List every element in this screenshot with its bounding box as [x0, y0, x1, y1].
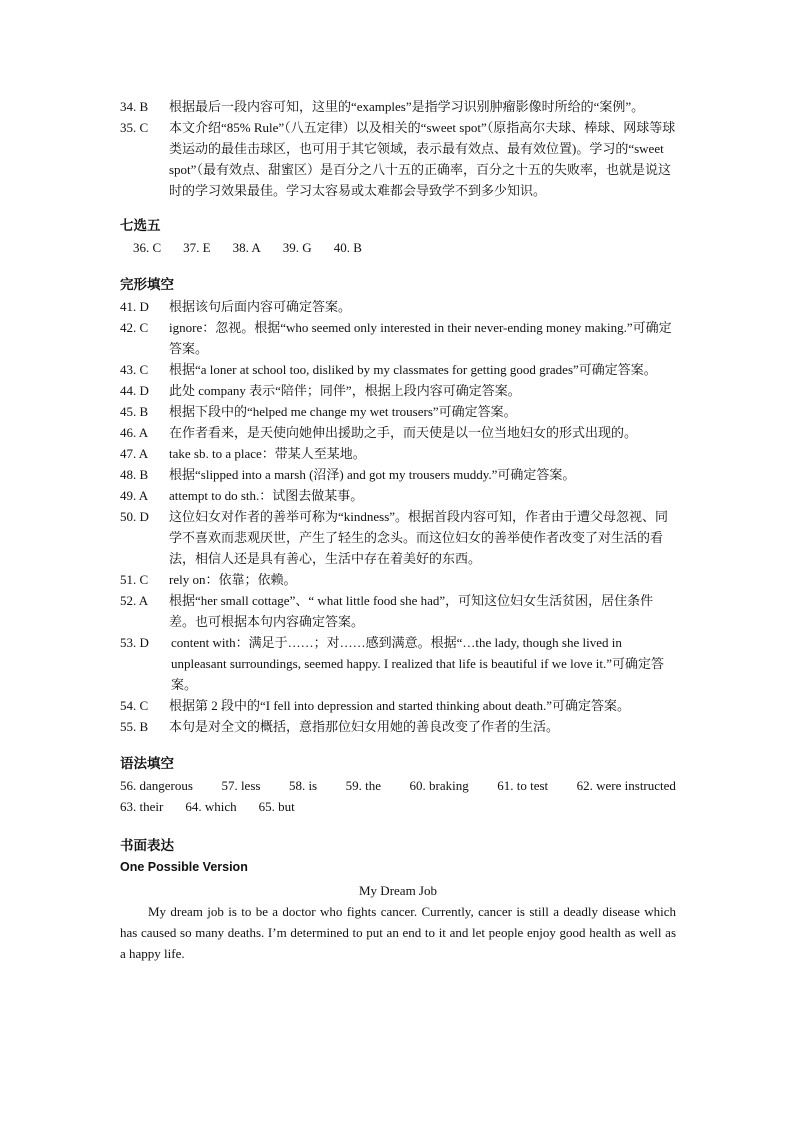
answer-explanation: 根据第 2 段中的“I fell into depression and started thinking about death.”可确定答案。 — [169, 698, 631, 713]
section-title-cloze: 完形填空 — [120, 277, 174, 292]
answer-explanation: 本文介绍“85% Rule”（八五定律）以及相关的“sweet spot”（原指高尔夫球、棒球、网球等球类运动的最佳击球区，也可用于其它领域，表示最有效点、最有效位置)。学习的“sweet spot”（最有效点、甜蜜区）是百分之八十五的正确率，百分之十五的失败率，也就是说这时的学习效果最佳。学习太容易或太难都会导致学不到多少知识。 — [169, 120, 676, 198]
answer-item-48 — [120, 464, 676, 485]
answer-explanation: rely on：依靠；依赖。 — [169, 572, 297, 587]
section-title-writing: 书面表达 — [120, 838, 174, 853]
answer-item-44 — [120, 380, 676, 401]
answer-62: 62. were instructed — [576, 778, 676, 793]
answer-number: 50. D — [120, 509, 149, 524]
answer-number: 54. C — [120, 698, 149, 713]
answer-explanation: attempt to do sth.：试图去做某事。 — [169, 488, 364, 503]
grammar-answers-row-1 — [120, 775, 676, 796]
answer-item-46 — [120, 422, 676, 443]
section-title-grammar: 语法填空 — [120, 756, 174, 771]
answer-item-51 — [120, 569, 676, 590]
answer-explanation: 根据最后一段内容可知，这里的“examples”是指学习识别肿瘤影像时所给的“案例”。 — [169, 99, 645, 114]
answer-key-page — [120, 96, 676, 964]
answer-explanation: content with：满足于……；对……感到满意。根据“…the lady, though she lived in unpleasant surroundings, seemed happy. I realized that life is beautiful if we love it.”可确定答案。 — [171, 635, 665, 692]
answer-38: 38. A — [232, 240, 261, 255]
answer-item-45 — [120, 401, 676, 422]
answer-explanation: 此处 company 表示“陪伴；同伴”，根据上段内容可确定答案。 — [169, 383, 521, 398]
section-title-seven-five: 七选五 — [120, 218, 161, 233]
answer-explanation: 根据“slipped into a marsh (沼泽) and got my trousers muddy.”可确定答案。 — [169, 467, 576, 482]
answer-explanation: 本句是对全文的概括，意指那位妇女用她的善良改变了作者的生活。 — [169, 719, 560, 734]
answer-item-53 — [120, 632, 676, 695]
answer-item-41 — [120, 296, 676, 317]
answer-40: 40. B — [333, 240, 362, 255]
writing-subtitle: One Possible Version — [120, 860, 248, 874]
answer-item-42 — [120, 317, 676, 359]
answer-number: 44. D — [120, 383, 149, 398]
answer-item-35 — [120, 117, 676, 201]
answer-36: 36. C — [133, 240, 162, 255]
answer-item-34 — [120, 96, 676, 117]
answer-item-47 — [120, 443, 676, 464]
answer-37: 37. E — [183, 240, 211, 255]
answer-item-55 — [120, 716, 676, 737]
answer-explanation: 根据下段中的“helped me change my wet trousers”可确定答案。 — [169, 404, 517, 419]
seven-five-answers — [120, 237, 676, 258]
answer-number: 43. C — [120, 362, 149, 377]
answer-number: 35. C — [120, 120, 149, 135]
answer-number: 55. B — [120, 719, 149, 734]
reading-answers — [120, 96, 676, 201]
answer-61: 61. to test — [497, 778, 549, 793]
answer-39: 39. G — [282, 240, 312, 255]
answer-explanation: 这位妇女对作者的善举可称为“kindness”。根据首段内容可知，作者由于遭父母忽视、同学不喜欢而悲观厌世，产生了轻生的念头。而这位妇女的善举使作者改变了对生活的看法，相信人还是具有善心，生活中存在着美好的东西。 — [169, 509, 669, 566]
answer-65: 65. but — [258, 799, 295, 814]
answer-number: 47. A — [120, 446, 149, 461]
answer-item-43 — [120, 359, 676, 380]
answer-item-50 — [120, 506, 676, 569]
answer-number: 49. A — [120, 488, 149, 503]
answer-number: 41. D — [120, 299, 149, 314]
answer-59: 59. the — [345, 778, 381, 793]
answer-explanation: 根据“a loner at school too, disliked by my classmates for getting good grades”可确定答案。 — [169, 362, 657, 377]
answer-57: 57. less — [221, 778, 261, 793]
answer-explanation: 在作者看来，是天使向她伸出援助之手，而天使是以一位当地妇女的形式出现的。 — [169, 425, 638, 440]
answer-63: 63. their — [120, 799, 164, 814]
essay-paragraph: My dream job is to be a doctor who fights cancer. Currently, cancer is still a deadly disease which has caused so many deaths. I’m determined to put an end to it and let people enjoy good health as well as a happy life. — [120, 904, 676, 961]
answer-item-52 — [120, 590, 676, 632]
cloze-answers — [120, 296, 676, 737]
answer-item-54 — [120, 695, 676, 716]
answer-64: 64. which — [185, 799, 237, 814]
answer-60: 60. braking — [409, 778, 469, 793]
answer-item-49 — [120, 485, 676, 506]
answer-number: 45. B — [120, 404, 149, 419]
answer-number: 48. B — [120, 467, 149, 482]
answer-explanation: ignore：忽视。根据“who seemed only interested in their never-ending money making.”可确定答案。 — [169, 320, 672, 356]
answer-explanation: 根据“her small cottage”、“ what little food she had”，可知这位妇女生活贫困，居住条件差。也可根据本句内容确定答案。 — [169, 593, 654, 629]
answer-number: 53. D — [120, 635, 149, 650]
answer-56: 56. dangerous — [120, 778, 193, 793]
essay-title: My Dream Job — [359, 883, 437, 898]
answer-number: 52. A — [120, 593, 149, 608]
answer-number: 34. B — [120, 99, 149, 114]
answer-number: 42. C — [120, 320, 149, 335]
answer-number: 46. A — [120, 425, 149, 440]
answer-58: 58. is — [288, 778, 318, 793]
grammar-answers-row-2 — [120, 796, 676, 817]
answer-number: 51. C — [120, 572, 149, 587]
answer-explanation: 根据该句后面内容可确定答案。 — [169, 299, 352, 314]
answer-explanation: take sb. to a place：带某人至某地。 — [169, 446, 366, 461]
